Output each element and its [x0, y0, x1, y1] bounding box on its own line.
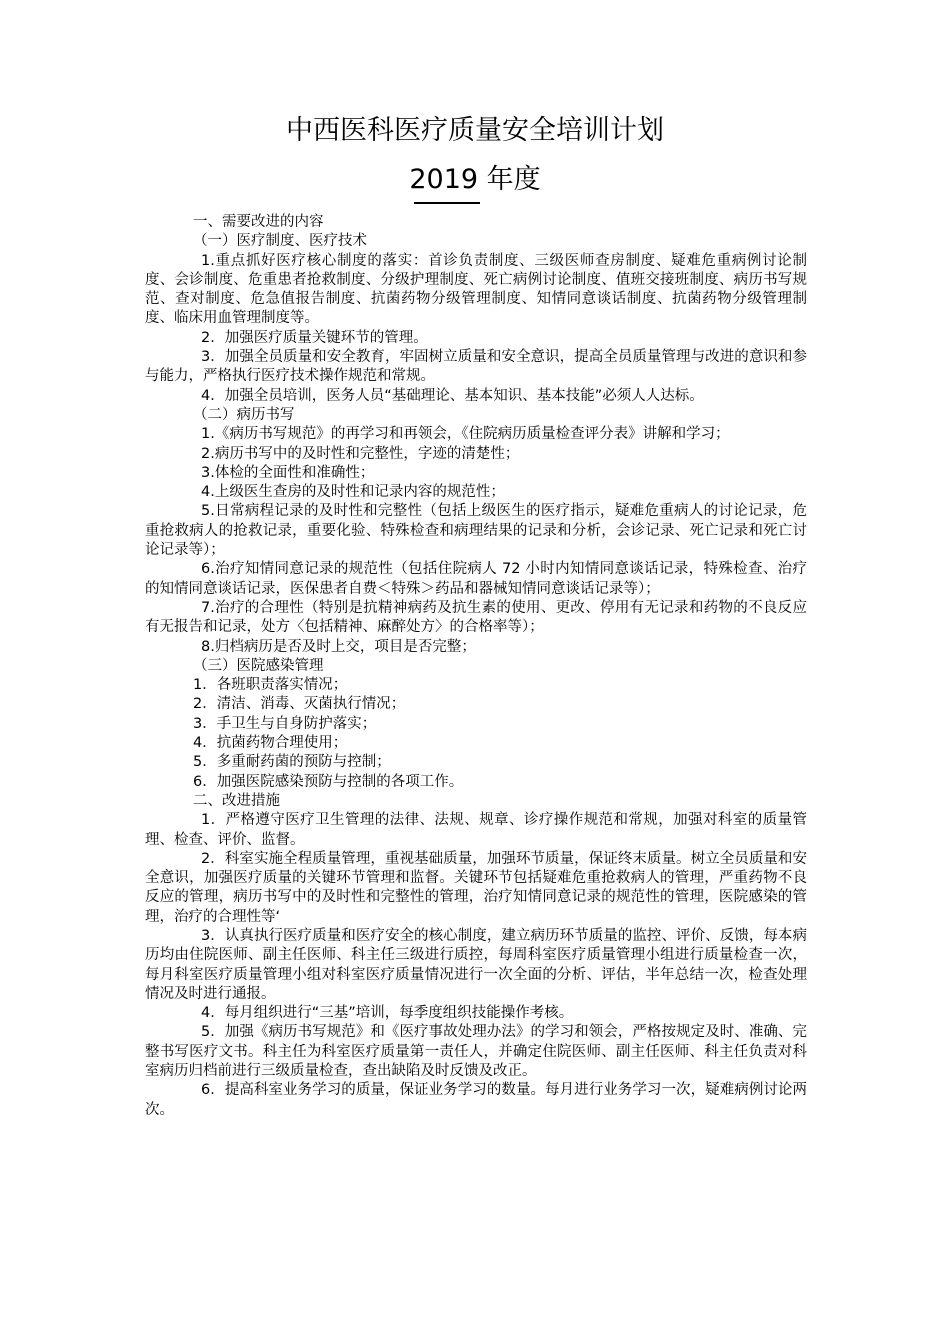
paragraph: 2．加强医疗质量关键环节的管理。 — [201, 329, 428, 346]
title-underline — [414, 202, 480, 204]
paragraph: 6．加强医院感染预防与控制的各项工作。 — [193, 773, 464, 790]
document-body — [145, 213, 807, 1120]
paragraph: （三）医院感染管理 — [193, 657, 324, 674]
paragraph: 4．加强全员培训，医务人员“基础理论、基本知识、基本技能”必须人人达标。 — [201, 387, 704, 404]
paragraph: 1．严格遵守医疗卫生管理的法律、法规、规章、诊疗操作规范和常规，加强对科室的质量管理、检查、评价、监督。 — [145, 812, 807, 848]
paragraph: 4.上级医生查房的及时性和记录内容的规范性； — [201, 484, 505, 501]
paragraph: 5．多重耐药菌的预防与控制； — [193, 754, 391, 771]
document-title: 中西医科医疗质量安全培训计划 — [286, 115, 664, 146]
paragraph: 3.体检的全面性和准确性； — [201, 464, 375, 481]
paragraph: 1.重点抓好医疗核心制度的落实：首诊负责制度、三级医师查房制度、疑难危重病例讨论制度、会诊制度、危重患者抢救制度、分级护理制度、死亡病例讨论制度、值班交接班制度、病历书写规范、查对制度、危急值报告制度、抗菌药物分级管理制度、知情同意谈话制度、抗菌药物分级管理制度、临床用血管理制度等。 — [145, 252, 807, 327]
document-year: 2019 年度 — [409, 164, 541, 195]
paragraph: 3．认真执行医疗质量和医疗安全的核心制度，建立病历环节质量的监控、评价、反馈，每本病历均由住院医师、副主任医师、科主任三级进行质控，每周科室医疗质量管理小组进行质量检查一次，每月科室医疗质量管理小组对科室医疗质量情况进行一次全面的分析、评估，半年总结一次，检查处理情况及时进行通报。 — [145, 927, 807, 1002]
paragraph: 2.病历书写中的及时性和完整性，字迹的清楚性； — [201, 445, 520, 462]
paragraph: 2．清洁、消毒、灭菌执行情况； — [193, 696, 406, 713]
paragraph: 6．提高科室业务学习的质量，保证业务学习的数量。每月进行业务学习一次，疑难病例讨论两次。 — [145, 1082, 807, 1118]
paragraph: 5.日常病程记录的及时性和完整性（包括上级医生的医疗指示，疑难危重病人的讨论记录，危重抢救病人的抢救记录，重要化验、特殊检查和病理结果的记录和分析，会诊记录、死亡记录和死亡讨论记录等）； — [145, 503, 807, 559]
paragraph: 7.治疗的合理性（特别是抗精神病药及抗生素的使用、更改、停用有无记录和药物的不良反应有无报告和记录，处方〈包括精神、麻醉处方〉的合格率等）； — [145, 599, 807, 636]
paragraph: 8.归档病历是否及时上交，项目是否完整； — [201, 638, 476, 655]
paragraph: 二、改进措施 — [193, 792, 280, 809]
paragraph: （二）病历书写 — [193, 406, 295, 423]
paragraph: 5．加强《病历书写规范》和《医疗事故处理办法》的学习和领会，严格按规定及时、准确、完整书写医疗文书。科主任为科室医疗质量第一责任人，并确定住院医师、副主任医师、科主任负责对科室病历归档前进行三级质量检查，查出缺陷及时反馈及改正。 — [145, 1024, 807, 1080]
paragraph: 3．加强全员质量和安全教育，牢固树立质量和安全意识，提高全员质量管理与改进的意识和参与能力，严格执行医疗技术操作规范和常规。 — [145, 349, 807, 385]
paragraph: （一）医疗制度、医疗技术 — [193, 233, 367, 250]
paragraph: 6.治疗知情同意记录的规范性（包括住院病人 72 小时内知情同意谈话记录，特殊检查、治疗的知情同意谈话记录，医保患者自费＜特殊＞药品和器械知情同意谈话记录等）； — [145, 561, 807, 597]
paragraph: 一、需要改进的内容 — [193, 214, 324, 230]
paragraph: 3．手卫生与自身防护落实； — [193, 715, 377, 732]
paragraph: 4．抗菌药物合理使用； — [193, 735, 348, 752]
paragraph: 1.《病历书写规范》的再学习和再领会，《住院病历质量检查评分表》讲解和学习； — [201, 426, 730, 443]
paragraph: 4．每月组织进行“三基”培训，每季度组织技能操作考核。 — [201, 1005, 574, 1022]
paragraph: 2．科室实施全程质量管理，重视基础质量，加强环节质量，保证终末质量。树立全员质量和安全意识，加强医疗质量的关键环节管理和监督。关键环节包括疑难危重抢救病人的管理，严重药物不良反应的管理，病历书写中的及时性和完整性的管理，治疗知情同意记录的规范性的管理，医院感染的管理，治疗的合理性等‘ — [145, 850, 807, 925]
paragraph: 1．各班职责落实情况； — [193, 677, 348, 694]
